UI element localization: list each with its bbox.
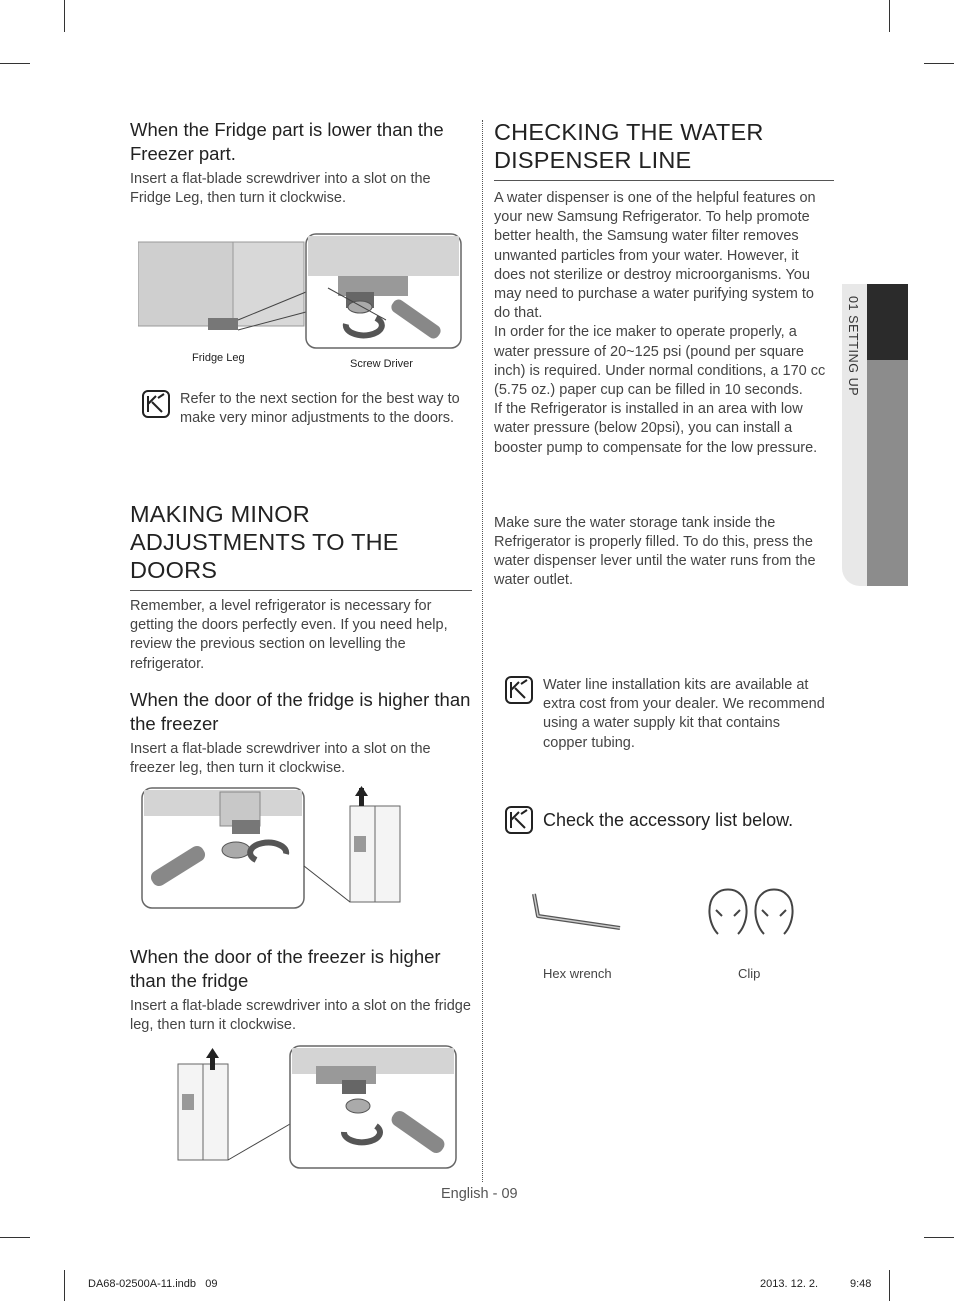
crop-mark <box>889 0 890 32</box>
paragraph: A water dispenser is one of the helpful features on your new Samsung Refrigerator. To help promote better health, the Samsung water filter removes unwanted particles from your water. However, it does not sterilize or destroy microorganisms. You may need to purchase a water purifying system to do that. <box>494 190 816 322</box>
print-file-name: DA68-02500A-11.indb 09 <box>88 1278 218 1290</box>
screw-driver-label: Screw Driver <box>350 358 413 370</box>
section-freezer-higher <box>130 945 472 1035</box>
right-column <box>494 118 834 591</box>
page-number: English - 09 <box>441 1186 518 1202</box>
note-icon <box>505 676 533 704</box>
section-text: Remember, a level refrigerator is necessary for getting the doors perfectly even. If you need help, review the previous section on levelling the refrigerator. <box>130 598 448 672</box>
note-icon <box>142 390 170 418</box>
crop-mark <box>64 0 65 32</box>
crop-mark <box>0 1237 30 1238</box>
paragraph: Make sure the water storage tank inside the Refrigerator is properly filled. To do this, press the water dispenser lever until the water runs from the water outlet. <box>494 514 816 589</box>
column-divider <box>482 120 483 1182</box>
print-date: 2013. 12. 2. <box>760 1278 819 1290</box>
figure-fridge-leg-2 <box>176 1044 458 1170</box>
note-box <box>505 806 845 834</box>
side-tab-dark-block <box>867 284 908 360</box>
section-heading: When the door of the freezer is higher than the fridge <box>130 946 441 991</box>
hex-wrench-icon <box>528 890 624 934</box>
section-fridge-higher <box>130 688 472 778</box>
crop-mark <box>924 1237 954 1238</box>
figure-freezer-leg <box>140 786 404 910</box>
section-text: Insert a flat-blade screwdriver into a slot on the freezer leg, then turn it clockwise. <box>130 741 431 777</box>
side-tab-label: 01 SETTING UP <box>846 296 860 397</box>
section-adjust-doors <box>130 500 472 674</box>
left-column <box>130 118 472 208</box>
section-heading: When the door of the fridge is higher than the freezer <box>130 689 471 734</box>
page-heading: CHECKING THE WATER DISPENSER LINE <box>494 118 834 181</box>
note-box <box>142 390 464 428</box>
crop-mark <box>889 1270 890 1301</box>
note-text: Water line installation kits are available at extra cost from your dealer. We recommend using a water supply kit that contains copper tubing. <box>543 677 825 751</box>
crop-mark <box>924 63 954 64</box>
crop-mark <box>64 1270 65 1301</box>
figure-fridge-leg <box>138 232 464 372</box>
freezer-leg-illustration <box>140 786 404 910</box>
fridge-leg-illustration <box>138 232 464 372</box>
accessory-label: Hex wrench <box>543 966 612 981</box>
paragraph: If the Refrigerator is installed in an area with low water pressure (below 20psi), you can install a booster pump to compensate for the low pressure. <box>494 401 818 456</box>
print-time: 9:48 <box>850 1278 872 1290</box>
crop-mark <box>0 63 30 64</box>
note-text: Refer to the next section for the best way to make very minor adjustments to the doors. <box>180 391 460 427</box>
fridge-leg-label: Fridge Leg <box>192 352 245 364</box>
note-icon <box>505 806 533 834</box>
section-heading: When the Fridge part is lower than the Freezer part. <box>130 119 444 164</box>
paragraph: In order for the ice maker to operate properly, a water pressure of 20~125 psi (pound per square inch) is required. Under normal conditions, a 170 cc (5.75 oz.) paper cup can be filled in 10 seconds. <box>494 324 826 399</box>
clip-icon <box>706 886 800 938</box>
fridge-leg-illustration-2 <box>176 1044 458 1170</box>
side-tab-grey-block <box>867 360 908 586</box>
section-text: Insert a flat-blade screwdriver into a slot on the fridge leg, then turn it clockwise. <box>130 998 471 1034</box>
section-text: Insert a flat-blade screwdriver into a slot on the Fridge Leg, then turn it clockwise. <box>130 171 431 207</box>
note-box <box>505 676 827 753</box>
accessory-label: Clip <box>738 966 761 981</box>
note-heading: Check the accessory list below. <box>543 809 794 830</box>
page-heading: MAKING MINOR ADJUSTMENTS TO THE DOORS <box>130 500 472 591</box>
